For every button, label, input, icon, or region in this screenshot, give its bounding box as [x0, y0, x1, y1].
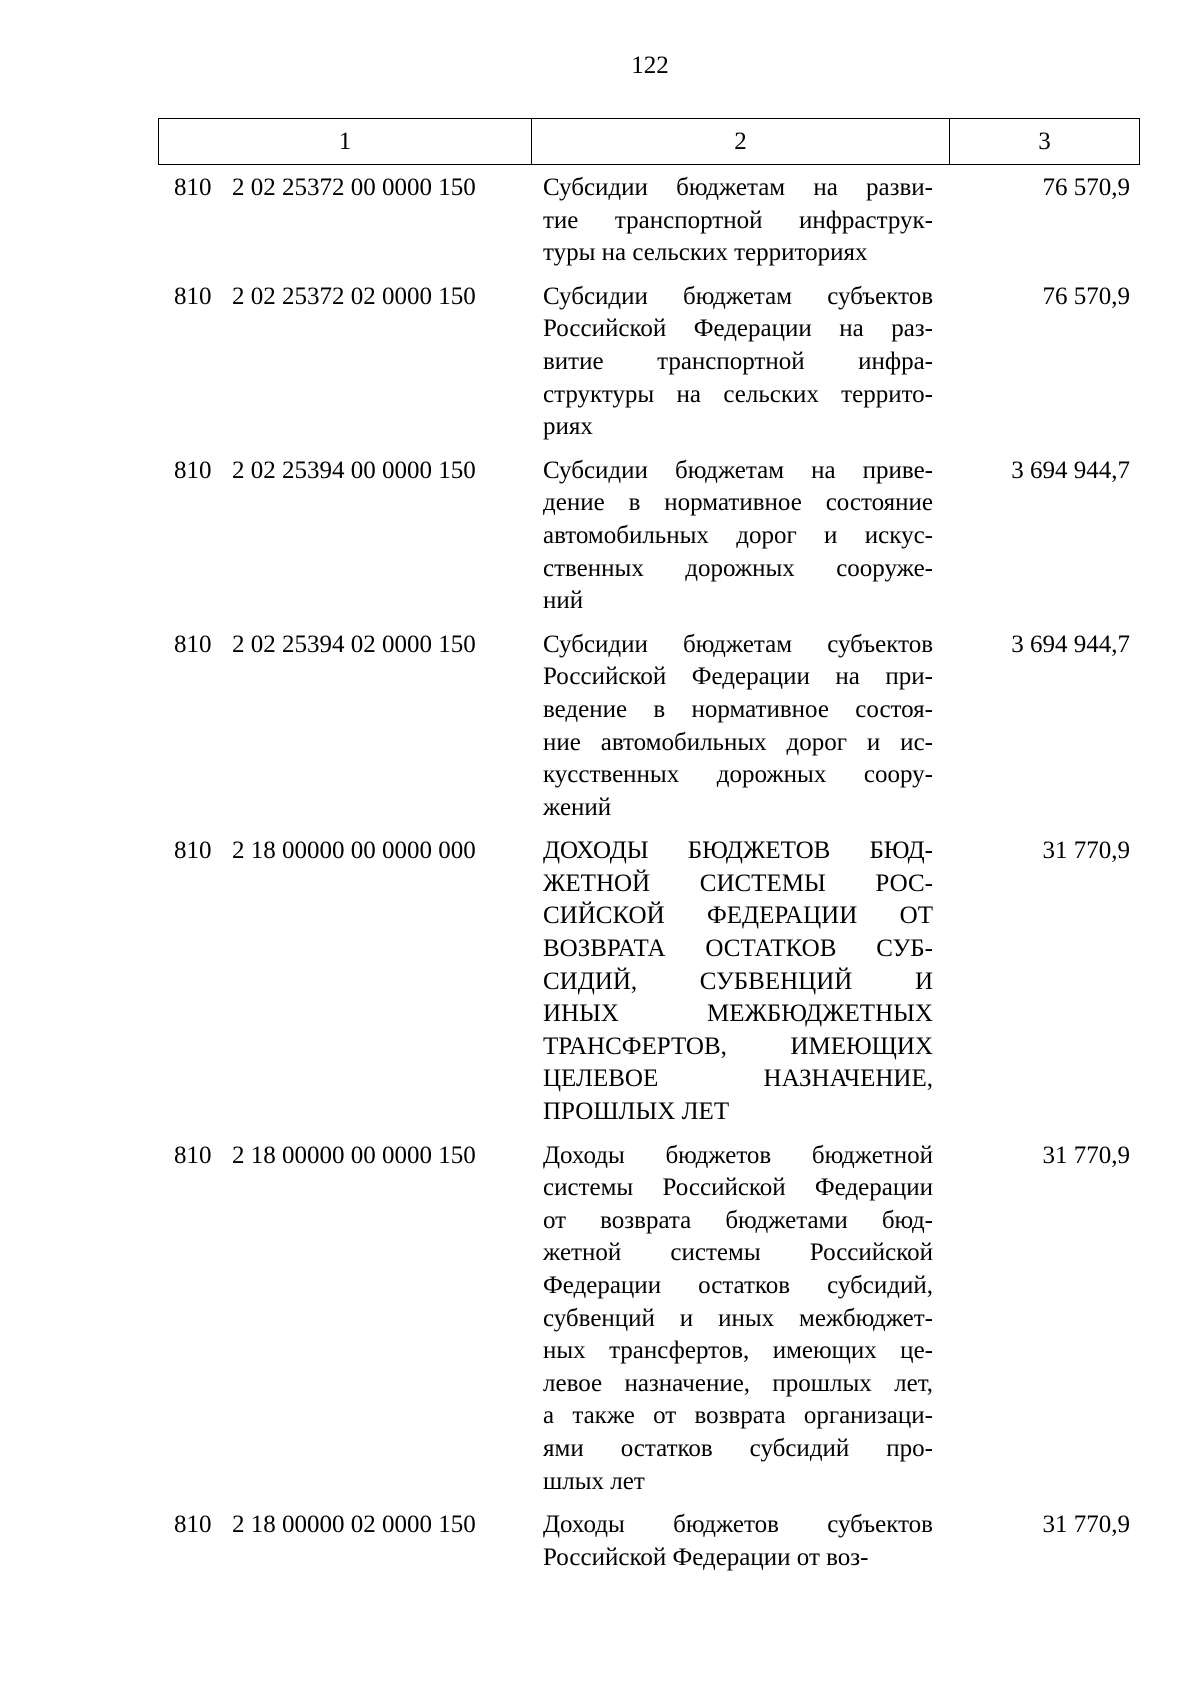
income-name-line: жетной системы Российской — [543, 1239, 933, 1267]
amount: 31 770,9 — [1042, 1141, 1130, 1169]
budget-code: 2 02 25394 02 0000 150 — [232, 630, 476, 658]
table-row — [158, 172, 1140, 270]
income-name-line: жений — [543, 793, 612, 821]
income-name-line: а также от возврата организаци- — [543, 1402, 933, 1430]
admin-code: 810 — [174, 456, 212, 484]
header-col-1: 1 — [159, 119, 532, 164]
header-col-2: 2 — [532, 119, 950, 164]
income-name-line: Субсидии бюджетам субъектов — [543, 630, 933, 658]
amount: 31 770,9 — [1042, 1511, 1130, 1539]
admin-code: 810 — [174, 630, 212, 658]
table-row — [158, 1509, 1140, 1574]
income-name — [543, 455, 933, 618]
table-row — [158, 629, 1140, 825]
income-name-line: СИДИЙ, СУБВЕНЦИЙ И — [543, 967, 933, 995]
income-name — [543, 1140, 933, 1499]
income-name-line: витие транспортной инфра- — [543, 347, 933, 375]
income-name-line: системы Российской Федерации — [543, 1174, 933, 1202]
income-name-line: ЖЕТНОЙ СИСТЕМЫ РОС- — [543, 869, 933, 897]
income-name-line: риях — [543, 413, 593, 441]
income-name-line: Субсидии бюджетам на разви- — [543, 174, 933, 201]
income-name — [543, 629, 933, 825]
income-name-line: Российской Федерации на раз- — [543, 315, 933, 343]
table-row — [158, 835, 1140, 1128]
income-name-line: ями остатков субсидий про- — [543, 1434, 933, 1462]
income-name-line: ний — [543, 587, 584, 615]
table-header — [158, 118, 1140, 165]
income-name-line: субвенций и иных межбюджет- — [543, 1304, 933, 1332]
budget-code: 2 18 00000 02 0000 150 — [232, 1511, 476, 1539]
income-name-line: от возврата бюджетами бюд- — [543, 1206, 933, 1234]
income-name-line: Доходы бюджетов субъектов — [543, 1511, 933, 1539]
budget-code: 2 02 25372 00 0000 150 — [232, 174, 476, 201]
income-name — [543, 1509, 933, 1574]
amount: 76 570,9 — [1042, 174, 1130, 201]
income-name-line: автомобильных дорог и искус- — [543, 521, 933, 549]
amount: 3 694 944,7 — [1011, 456, 1130, 484]
income-name-line: левое назначение, прошлых лет, — [543, 1369, 933, 1397]
income-name-line: Субсидии бюджетам субъектов — [543, 282, 933, 310]
income-name-line: Российской Федерации на при- — [543, 663, 933, 691]
budget-code: 2 18 00000 00 0000 000 — [232, 837, 476, 865]
income-name-line: ственных дорожных сооруже- — [543, 554, 933, 582]
income-name-line: тие транспортной инфраструк- — [543, 206, 933, 234]
table-body — [158, 172, 1140, 1585]
income-name-line: Субсидии бюджетам на приве- — [543, 456, 933, 484]
income-name-line: Российской Федерации от воз- — [543, 1543, 869, 1571]
income-name-line: ЦЕЛЕВОЕ НАЗНАЧЕНИЕ, — [543, 1065, 933, 1093]
income-name-line: ведение в нормативное состоя- — [543, 695, 933, 723]
amount: 31 770,9 — [1042, 837, 1130, 865]
amount: 3 694 944,7 — [1011, 630, 1130, 658]
income-name-line: кусственных дорожных соору- — [543, 761, 933, 789]
income-name-line: ТРАНСФЕРТОВ, ИМЕЮЩИХ — [543, 1032, 933, 1060]
budget-code: 2 18 00000 00 0000 150 — [232, 1141, 476, 1169]
table-row — [158, 281, 1140, 444]
page-number: 122 — [631, 52, 669, 79]
budget-code: 2 02 25394 00 0000 150 — [232, 456, 476, 484]
income-name-line: ВОЗВРАТА ОСТАТКОВ СУБ- — [543, 935, 933, 963]
income-name-line: ИНЫХ МЕЖБЮДЖЕТНЫХ — [543, 1000, 933, 1028]
table-row — [158, 1140, 1140, 1499]
income-name-line: структуры на сельских террито- — [543, 380, 933, 408]
admin-code: 810 — [174, 1141, 212, 1169]
income-name-line: шлых лет — [543, 1467, 645, 1495]
income-name-line: ПРОШЛЫХ ЛЕТ — [543, 1098, 730, 1126]
income-name-line: Федерации остатков субсидий, — [543, 1272, 933, 1299]
income-name — [543, 835, 933, 1128]
income-name — [543, 172, 933, 270]
admin-code: 810 — [174, 174, 212, 201]
income-name-line: туры на сельских территориях — [543, 239, 868, 267]
income-name-line: ние автомобильных дорог и ис- — [543, 728, 933, 756]
income-name-line: СИЙСКОЙ ФЕДЕРАЦИИ ОТ — [543, 902, 933, 930]
table-row — [158, 455, 1140, 618]
admin-code: 810 — [174, 1511, 212, 1539]
admin-code: 810 — [174, 282, 212, 310]
income-name-line: Доходы бюджетов бюджетной — [543, 1141, 933, 1169]
income-name-line: ДОХОДЫ БЮДЖЕТОВ БЮД- — [543, 837, 933, 865]
header-col-3: 3 — [1038, 127, 1051, 155]
admin-code: 810 — [174, 837, 212, 865]
income-name-line: ных трансфертов, имеющих це- — [543, 1337, 933, 1365]
income-name — [543, 281, 933, 444]
income-name-line: дение в нормативное состояние — [543, 489, 933, 517]
amount: 76 570,9 — [1042, 282, 1130, 310]
budget-code: 2 02 25372 02 0000 150 — [232, 282, 476, 310]
